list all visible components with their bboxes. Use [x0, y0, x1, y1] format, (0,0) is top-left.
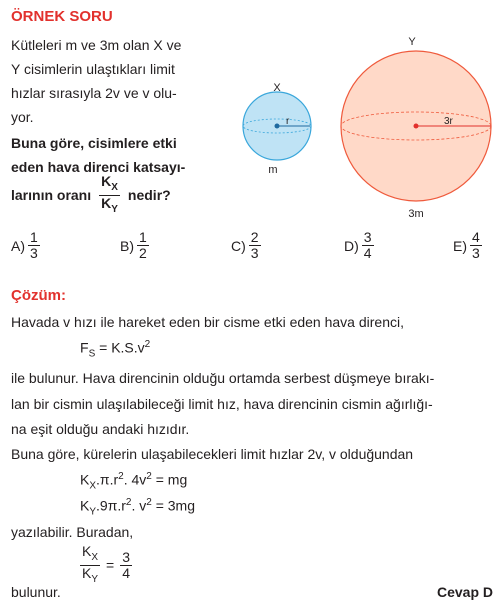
sphere-y-mass: 3m: [408, 208, 424, 220]
solution-line-5: Buna göre, kürelerin ulaşabilecekleri limit hızlar 2v, v olduğundan: [11, 446, 414, 462]
sphere-y: [341, 36, 491, 220]
sphere-x-label: X: [273, 82, 281, 94]
ratio-fraction: $\frac{K_X}{K_Y}$: [101, 173, 118, 215]
question-bold-line-2: eden hava direnci katsayı-: [11, 159, 186, 175]
example-title: ÖRNEK SORU: [11, 8, 113, 25]
solution-line-3: lan bir cismin ulaşılabileceği limit hız, hava direncinin cismin ağırlığı-: [11, 396, 433, 412]
sphere-y-radius: 3r: [444, 116, 453, 127]
question-ratio-line: [11, 174, 171, 217]
sphere-x: [243, 82, 311, 176]
question-bold-line-1: Buna göre, cisimlere etki: [11, 135, 177, 151]
solution-line-6: yazılabilir. Buradan,: [11, 524, 134, 540]
sphere-y-label: Y: [408, 36, 416, 48]
ratio-prefix: larının oranı: [11, 187, 92, 204]
option-a[interactable]: A) $\frac{1}{3}$: [11, 229, 38, 261]
solution-heading: Çözüm:: [11, 287, 66, 304]
question-line-4: yor.: [11, 109, 34, 125]
question-line-3: hızlar sırasıyla 2v ve v olu-: [11, 85, 177, 101]
sphere-x-radius: r: [286, 116, 290, 127]
answer-label: Cevap D: [436, 584, 493, 600]
solution-line-4: na eşit olduğu andaki hızıdır.: [11, 421, 190, 437]
solution-equation-2: $K_Y.9\pi.r^2$. $v^2 = 3mg$: [80, 497, 196, 518]
option-d[interactable]: D) $\frac{3}{4}$: [344, 229, 372, 261]
option-e[interactable]: E) $\frac{4}{3}$: [453, 229, 480, 261]
spheres-figure: [230, 30, 500, 225]
solution-line-7: bulunur.: [11, 584, 61, 600]
question-line-1: Kütleleri m ve 3m olan X ve: [11, 37, 182, 53]
ratio-suffix: nedir?: [127, 187, 171, 204]
solution-line-1: Havada v hızı ile hareket eden bir cisme etki eden hava direnci,: [11, 314, 404, 330]
solution-result: $\frac{K_X}{K_Y}$ = $\frac{3}{4}$: [82, 543, 130, 585]
option-b[interactable]: B) $\frac{1}{2}$: [120, 229, 147, 261]
question-line-2: Y cisimlerin ulaştıkları limit: [11, 61, 175, 77]
solution-formula-1: $F_S = K.S.v^2$: [80, 339, 151, 360]
sphere-x-mass: m: [268, 164, 278, 176]
solution-equation-1: $K_X.\pi.r^2$. $4v^2$ = mg: [80, 471, 188, 492]
option-c[interactable]: C) $\frac{2}{3}$: [231, 229, 259, 261]
solution-line-2: ile bulunur. Hava direncinin olduğu ortamda serbest düşmeye bırakı-: [11, 370, 435, 386]
